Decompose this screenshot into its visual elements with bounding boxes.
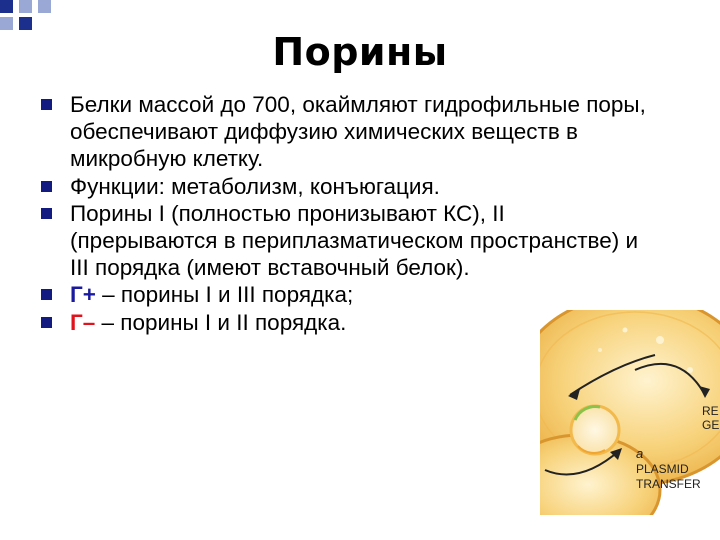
square-bullet-icon bbox=[41, 289, 52, 300]
bullet-item bbox=[0, 281, 650, 308]
bullet-text: – порины I и III порядка; bbox=[95, 282, 354, 308]
illustration-letter: a bbox=[636, 446, 644, 461]
square-bullet-icon bbox=[41, 181, 52, 192]
bullet-text: – порины I и II порядка. bbox=[95, 309, 347, 335]
bullet-text: Порины I (полностью пронизывают КС), II (прерываются в периплазматическом пространстве) и III порядка (имеют вставочный белок). bbox=[70, 200, 639, 281]
bullet-item bbox=[0, 91, 650, 173]
corner-square-light bbox=[0, 17, 13, 30]
plasmid-transfer-illustration bbox=[540, 310, 720, 515]
bullet-list bbox=[0, 91, 720, 336]
illustration-label-fragment: GE bbox=[702, 418, 720, 432]
bullet-item bbox=[0, 173, 650, 200]
square-bullet-icon bbox=[41, 99, 52, 110]
bullet-item bbox=[0, 200, 650, 282]
corner-square-light bbox=[19, 0, 32, 13]
cell-diagram bbox=[540, 310, 720, 515]
plasmid-circle bbox=[571, 406, 619, 454]
square-bullet-icon bbox=[41, 208, 52, 219]
illustration-label-transfer: TRANSFER bbox=[636, 477, 701, 491]
illustration-label-fragment: RE bbox=[702, 404, 719, 418]
bullet-text: Функции: метаболизм, конъюгация. bbox=[70, 173, 440, 199]
square-bullet-icon bbox=[41, 317, 52, 328]
slide-title: Порины bbox=[272, 30, 448, 74]
gram-positive-prefix: Г+ bbox=[70, 282, 96, 308]
illustration-label-plasmid: PLASMID bbox=[636, 462, 689, 476]
corner-square-dark bbox=[0, 0, 13, 13]
corner-square-dark bbox=[19, 17, 32, 30]
corner-square-light bbox=[38, 0, 51, 13]
bullet-text: Белки массой до 700, окаймляют гидрофильные поры, обеспечивают диффузию химических веществ в микробную клетку. bbox=[70, 92, 646, 172]
gram-negative-prefix: Г– bbox=[70, 309, 96, 335]
